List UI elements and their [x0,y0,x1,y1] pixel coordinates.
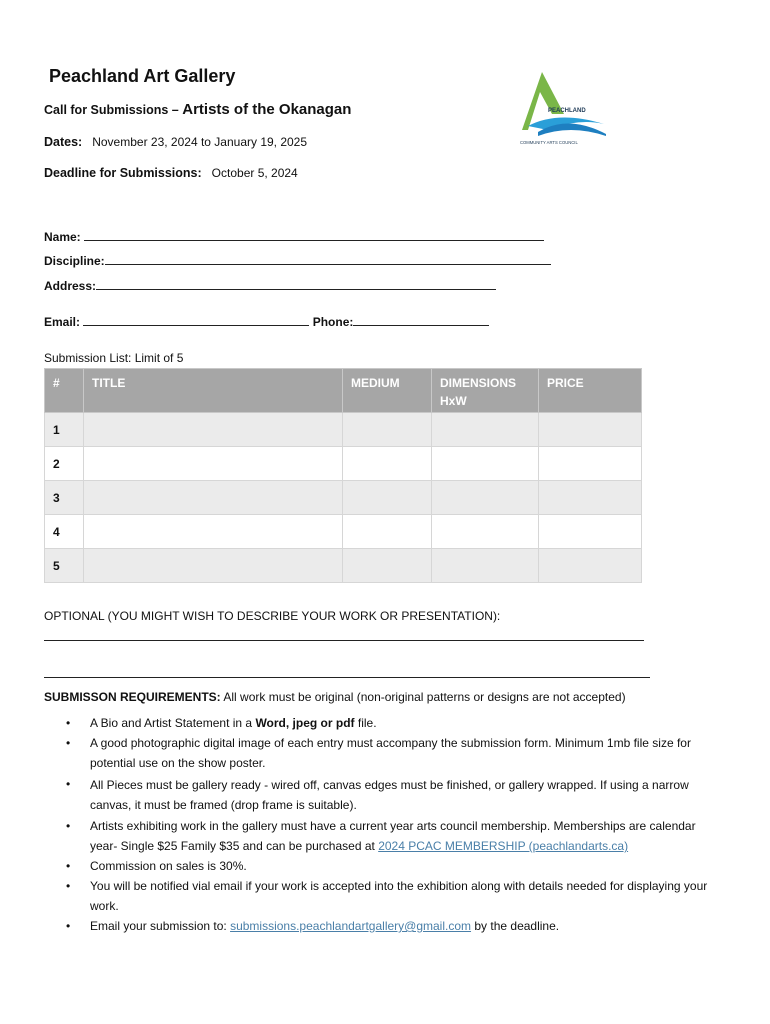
bullet3-text: All Pieces must be gallery ready - wired off, canvas edges must be finished, or gallery wrapped. If using a narrow canvas, it must be framed (drop frame is suitable). [90,778,689,812]
dimensions-cell[interactable] [432,447,539,481]
logo-graphic [518,70,610,150]
bullet: • [66,919,71,933]
call-label: Call for Submissions – [44,103,183,117]
membership-link[interactable]: 2024 PCAC MEMBERSHIP (peachlandarts.ca) [378,839,629,853]
peachland-arts-logo [518,70,610,150]
col-dimensions-sub: HxW [440,394,467,408]
row-number: 1 [45,413,84,447]
bullet7-post: by the deadline. [471,919,560,933]
name-input-line[interactable] [84,228,544,241]
deadline-value: October 5, 2024 [211,166,298,180]
bullet4-text: Artists exhibiting work in the gallery must have a current year arts council membership. Memberships are calendar year- Single $25 Family $35 and can be purchased at [90,819,696,853]
table-header-row [45,369,642,413]
submission-email-link[interactable]: submissions.peachlandartgallery@gmail.com [230,919,472,933]
row-number: 5 [45,549,84,583]
col-title: TITLE [84,369,343,413]
col-number: # [45,369,84,413]
price-cell[interactable] [539,447,642,481]
discipline-label: Discipline: [44,254,105,268]
bullet1-post: file. [354,716,377,730]
bullet7-text: Email your submission to: [90,919,231,933]
requirements-intro: All work must be original (non-original patterns or designs are not accepted) [220,690,626,704]
list-item [44,916,724,936]
page-title: Peachland Art Gallery [49,66,236,86]
logo-text-top: PEACHLAND [548,108,586,114]
discipline-field [44,252,551,268]
dates-row [44,135,307,149]
medium-cell[interactable] [343,515,432,549]
bullet5-text: Commission on sales is 30%. [90,859,247,873]
bullet: • [66,879,71,893]
deadline-row [44,166,298,180]
logo-text-bottom: COMMUNITY ARTS COUNCIL [520,140,578,145]
optional-heading: OPTIONAL (YOU MIGHT WISH TO DESCRIBE YOUR WORK OR PRESENTATION): [44,609,501,623]
list-item [44,713,724,733]
bullet: • [66,777,71,791]
address-input-line[interactable] [96,277,496,290]
dimensions-cell[interactable] [432,515,539,549]
table-row [45,549,642,583]
requirements-list [44,713,724,936]
address-field [44,277,496,293]
requirements-label: SUBMISSON REQUIREMENTS: [44,690,221,704]
deadline-label: Deadline for Submissions: [44,166,202,180]
submission-table [44,368,642,583]
list-item [44,876,724,916]
submission-list-heading: Submission List: Limit of 5 [44,351,184,365]
medium-cell[interactable] [343,447,432,481]
price-cell[interactable] [539,515,642,549]
bullet1-bold: Word, jpeg or pdf [255,716,355,730]
col-dimensions-label: DIMENSIONS [440,376,517,390]
email-label: Email: [44,315,81,329]
dimensions-cell[interactable] [432,413,539,447]
phone-input-line[interactable] [353,313,489,326]
row-number: 3 [45,481,84,515]
title-cell[interactable] [84,447,343,481]
call-for-submissions [44,101,351,118]
col-price: PRICE [539,369,642,413]
medium-cell[interactable] [343,481,432,515]
list-item [44,856,724,876]
bullet6-text: You will be notified vial email if your work is accepted into the exhibition along with details needed for displaying your work. [90,879,708,913]
bullet2-text: A good photographic digital image of each entry must accompany the submission form. Minimum 1mb file size for potential use on the show poster. [90,736,691,770]
title-cell[interactable] [84,549,343,583]
table-row [45,481,642,515]
list-item [44,733,724,773]
medium-cell[interactable] [343,413,432,447]
price-cell[interactable] [539,481,642,515]
title-cell[interactable] [84,413,343,447]
medium-cell[interactable] [343,549,432,583]
name-label: Name: [44,230,81,244]
dates-label: Dates: [44,135,83,149]
table-row [45,413,642,447]
bullet: • [66,736,71,750]
call-subject: Artists of the Okanagan [182,101,352,118]
email-input-line[interactable] [83,313,309,326]
bullet: • [66,819,71,833]
phone-label: Phone: [312,315,354,329]
price-cell[interactable] [539,549,642,583]
dimensions-cell[interactable] [432,481,539,515]
price-cell[interactable] [539,413,642,447]
email-phone-field [44,313,489,329]
title-cell[interactable] [84,481,343,515]
list-item [44,816,724,856]
title-cell[interactable] [84,515,343,549]
col-dimensions [432,369,539,413]
optional-line-2[interactable] [44,677,650,678]
table-row [45,515,642,549]
requirements-heading [44,690,626,704]
row-number: 2 [45,447,84,481]
name-field [44,228,544,244]
dates-value: November 23, 2024 to January 19, 2025 [92,135,308,149]
optional-line-1[interactable] [44,640,644,641]
col-medium: MEDIUM [343,369,432,413]
row-number: 4 [45,515,84,549]
dimensions-cell[interactable] [432,549,539,583]
table-row [45,447,642,481]
bullet: • [66,859,71,873]
discipline-input-line[interactable] [105,252,551,265]
list-item [44,774,724,815]
address-label: Address: [44,279,97,293]
bullet: • [66,716,71,730]
bullet1-text: A Bio and Artist Statement in a [90,716,256,730]
